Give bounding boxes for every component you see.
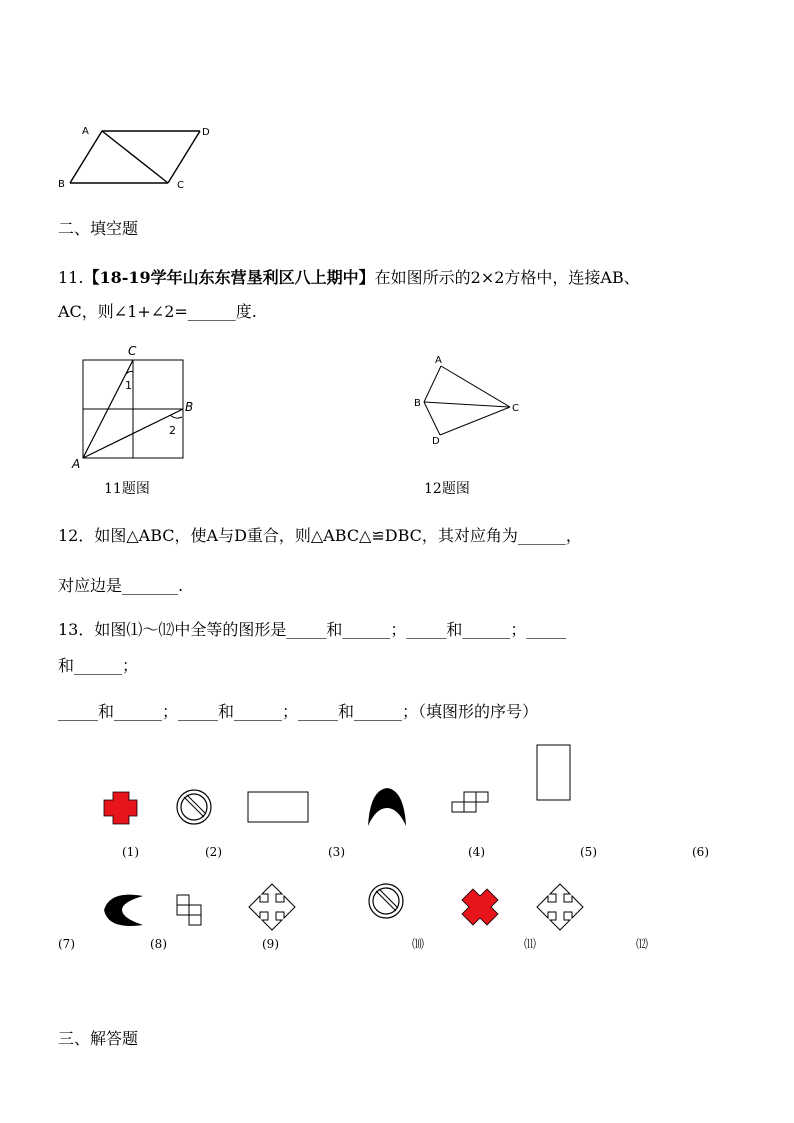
shape-label-4: (4) [468, 845, 485, 859]
shape-7-black-crescent [104, 895, 143, 926]
question-13-line2: 和______； [58, 656, 139, 675]
vertex-label-d: D [202, 127, 210, 138]
shape-label-11: ⑾ [524, 937, 537, 951]
fig11-label-c: C [128, 344, 137, 358]
question-source: 【18-19学年山东东营垦利区八上期中】 [83, 268, 375, 287]
shape-label-7: (7) [58, 937, 75, 951]
fig12-label-a: A [435, 355, 442, 366]
shape-label-12: ⑿ [636, 937, 649, 951]
shape-4-black-arch [368, 788, 406, 826]
question-11-line2: AC，则∠1+∠2=______度. [58, 302, 257, 321]
shape-5-step-squares [452, 792, 488, 812]
figure-11-caption: 11题图 [104, 481, 150, 497]
fig12-label-d: D [432, 436, 440, 447]
shape-12-four-arrow-cross [537, 884, 583, 930]
fig11-label-b: B [185, 400, 194, 414]
fig11-angle-1: 1 [125, 379, 132, 392]
shape-label-9: (9) [262, 937, 279, 951]
shape-8-vertical-squares [177, 895, 201, 925]
question-12-line1: 12．如图△ABC，使A与D重合，则△ABC△≌DBC，其对应角为______， [58, 526, 582, 545]
question-text: 在如图所示的2×2方格中，连接AB、 [374, 268, 640, 287]
shape-10-prohibition-circle [369, 884, 403, 918]
question-12-line2: 对应边是_______. [58, 576, 184, 595]
shape-label-8: (8) [150, 937, 167, 951]
fig11-label-a: A [72, 457, 81, 471]
question-13-line1: 13．如图⑴～⑿中全等的图形是_____和______；_____和______；_____ [58, 620, 567, 639]
question-number: 11. [58, 268, 84, 287]
shape-2-prohibition-circle [177, 790, 211, 824]
shape-label-3: (3) [328, 845, 345, 859]
shape-label-6: (6) [692, 845, 709, 859]
shape-3-rectangle [248, 792, 308, 822]
shape-9-four-arrow-cross [249, 884, 295, 930]
vertex-label-b: B [58, 179, 65, 190]
shape-1-red-cross [104, 792, 137, 824]
shape-11-red-rotated-cross [462, 889, 498, 925]
fig12-label-c: C [512, 403, 519, 414]
shape-label-1: (1) [122, 845, 139, 859]
question-13-line3: _____和______；_____和______；_____和______；（填图形的序号） [58, 702, 539, 721]
shape-label-2: (2) [205, 845, 222, 859]
vertex-label-c: C [177, 180, 184, 191]
figure-12-caption: 12题图 [424, 481, 470, 497]
shape-6-tall-rectangle [537, 745, 570, 800]
fig11-angle-2: 2 [169, 424, 176, 437]
section-title-fill-in: 二、填空题 [58, 219, 139, 238]
section-title-answer: 三、解答题 [58, 1029, 139, 1048]
shape-label-10: ⑽ [412, 937, 425, 951]
vertex-label-a: A [82, 126, 89, 137]
shape-label-5: (5) [580, 845, 597, 859]
fig12-label-b: B [414, 398, 421, 409]
